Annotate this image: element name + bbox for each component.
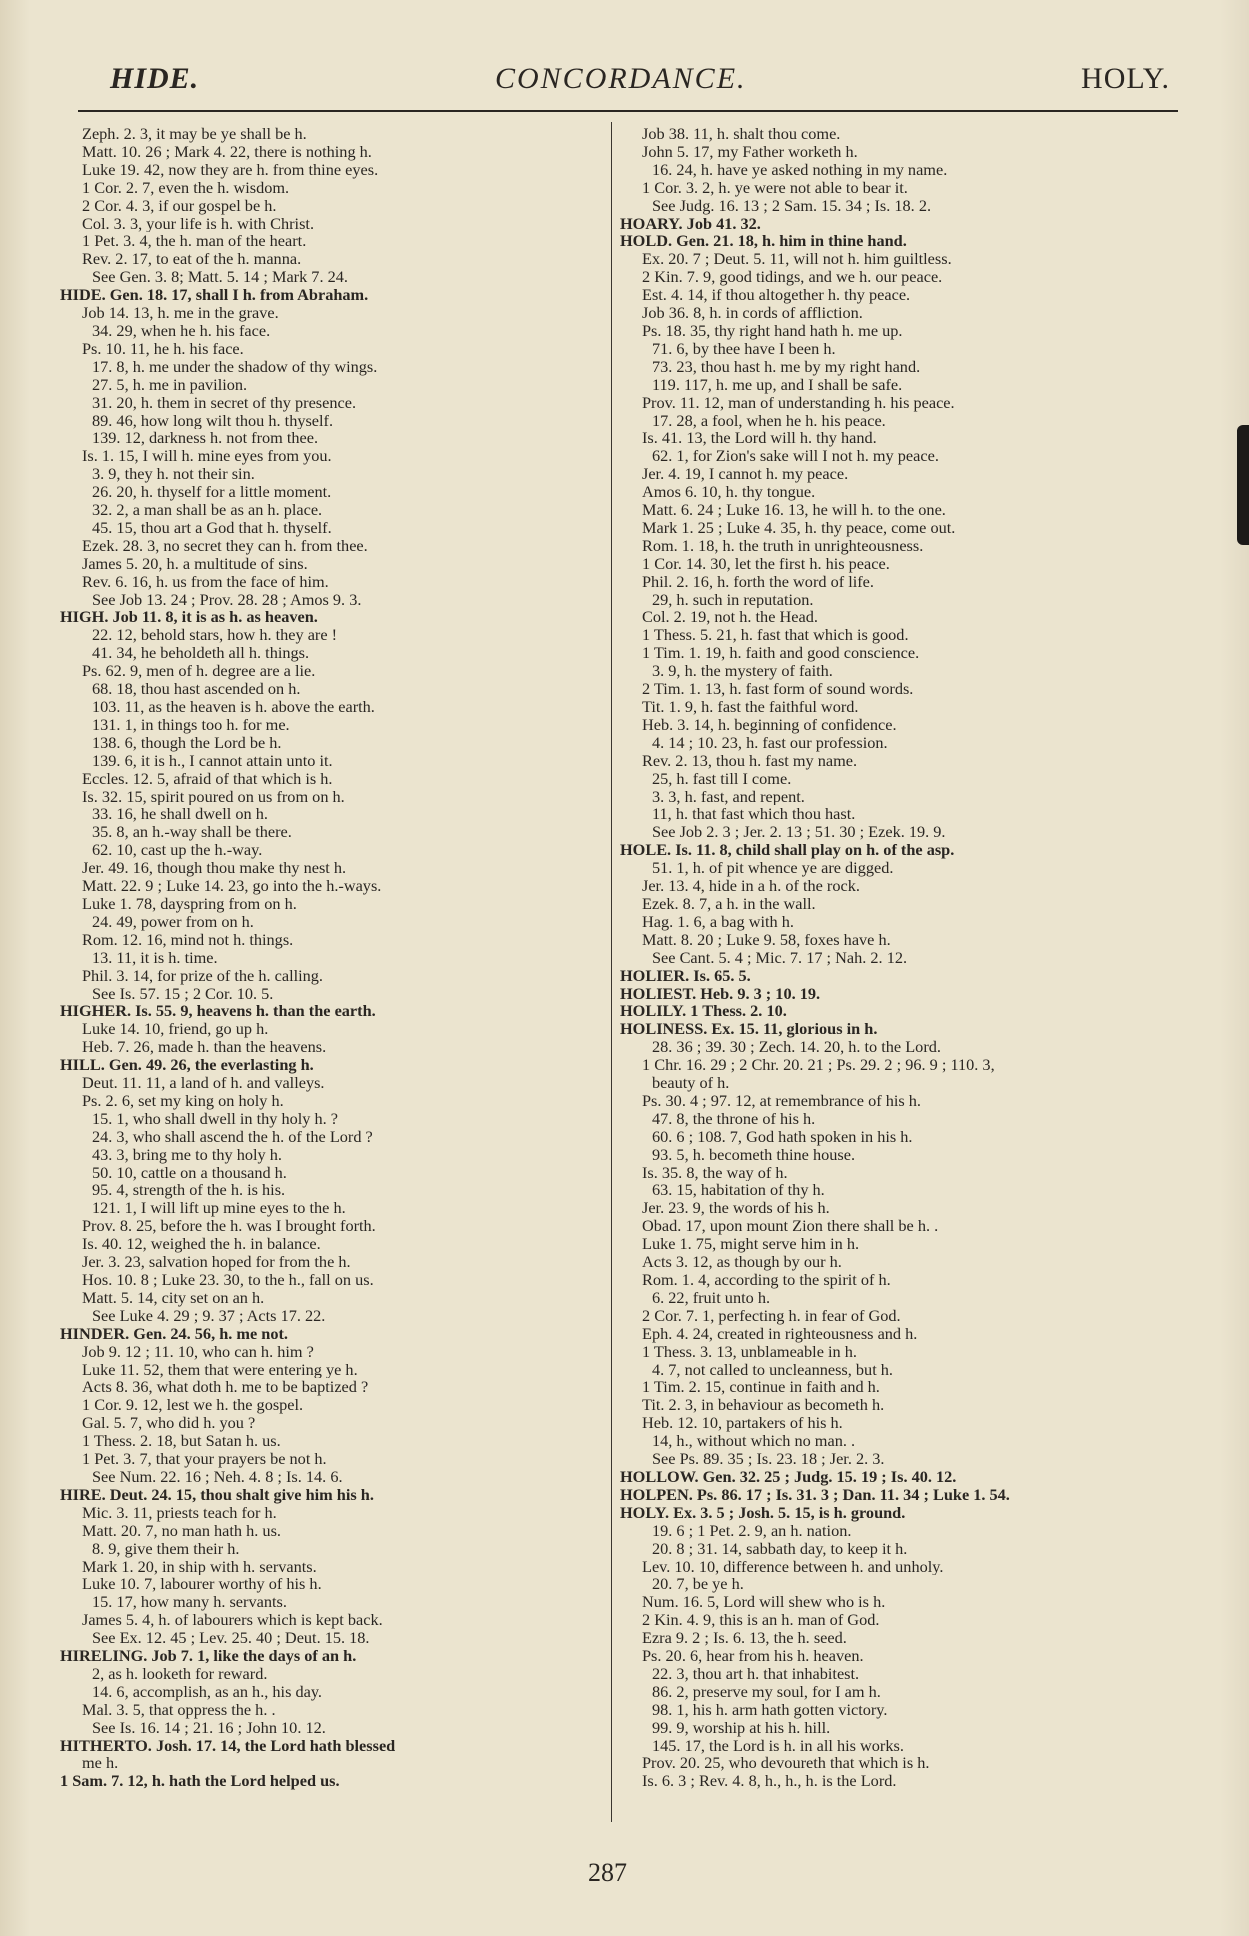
concordance-reference: Mark 1. 25 ; Luke 4. 35, h. thy peace, come out. (642, 518, 956, 537)
concordance-reference: Heb. 7. 26, made h. than the heavens. (82, 1038, 327, 1057)
concordance-entry: HOLILY. 1 Thess. 2. 10. (620, 1002, 787, 1021)
concordance-reference: Prov. 20. 25, who devoureth that which is h. (642, 1754, 930, 1773)
concordance-reference: Luke 1. 75, might serve him in h. (642, 1235, 860, 1254)
concordance-reference: James 5. 4, h. of labourers which is kept back. (82, 1611, 383, 1630)
concordance-reference: Ps. 10. 11, he h. his face. (82, 339, 244, 358)
concordance-reference: Rev. 6. 16, h. us from the face of him. (82, 572, 329, 591)
concordance-reference: Is. 32. 15, spirit poured on us from on h. (82, 787, 345, 806)
concordance-reference: See Job 2. 3 ; Jer. 2. 13 ; 51. 30 ; Ezek. 19. 9. (652, 823, 946, 842)
concordance-reference: 71. 6, by thee have I been h. (652, 339, 836, 358)
concordance-reference: Rom. 1. 18, h. the truth in unrighteousness. (642, 536, 924, 555)
concordance-reference: Job 14. 13, h. me in the grave. (82, 304, 279, 322)
concordance-reference: 28. 36 ; 39. 30 ; Zech. 14. 20, h. to the Lord. (652, 1038, 941, 1057)
concordance-reference: 14. 6, accomplish, as an h., his day. (92, 1682, 323, 1701)
concordance-reference: 93. 5, h. becometh thine house. (652, 1145, 856, 1164)
concordance-reference: Ps. 2. 6, set my king on holy h. (82, 1091, 284, 1110)
header-title: CONCORDANCE. (495, 62, 747, 95)
concordance-reference: 1 Pet. 3. 4, the h. man of the heart. (82, 232, 307, 251)
concordance-reference: 73. 23, thou hast h. me by my right hand. (652, 357, 921, 376)
concordance-reference: 89. 46, how long wilt thou h. thyself. (92, 411, 334, 430)
concordance-entry: HIRELING. Job 7. 1, like the days of an h. (60, 1647, 357, 1665)
concordance-reference: 1 Chr. 16. 29 ; 2 Chr. 20. 21 ; Ps. 29. 2 ; 96. 9 ; 110. 3, (642, 1056, 995, 1075)
concordance-reference: Eph. 4. 24, created in righteousness and h. (642, 1324, 918, 1343)
concordance-reference: Col. 3. 3, your life is h. with Christ. (82, 214, 315, 233)
concordance-reference: Est. 4. 14, if thou altogether h. thy peace. (642, 286, 911, 305)
concordance-reference: 24. 3, who shall ascend the h. of the Lord ? (92, 1127, 373, 1146)
concordance-reference: Matt. 8. 20 ; Luke 9. 58, foxes have h. (642, 930, 891, 949)
concordance-reference: Rev. 2. 17, to eat of the h. manna. (82, 250, 302, 269)
concordance-reference: Num. 16. 5, Lord will shew who is h. (642, 1593, 886, 1612)
page-number: 287 (588, 1858, 627, 1887)
concordance-reference: 2 Cor. 4. 3, if our gospel be h. (82, 196, 277, 215)
concordance-reference: Matt. 22. 9 ; Luke 14. 23, go into the h.-ways. (82, 877, 382, 895)
concordance-entry: 1 Sam. 7. 12, h. hath the Lord helped us. (60, 1772, 340, 1791)
concordance-reference: Ex. 20. 7 ; Deut. 5. 11, will not h. him guiltless. (642, 250, 952, 269)
header-right-guide-word: HOLY. (1081, 62, 1170, 95)
concordance-entry: HIDE. Gen. 18. 17, shall I h. from Abraham. (60, 286, 369, 305)
thumb-index-tab (1237, 425, 1249, 545)
concordance-reference: 22. 3, thou art h. that inhabitest. (652, 1664, 860, 1683)
concordance-reference: 20. 7, be ye h. (652, 1575, 744, 1594)
concordance-reference: Acts 8. 36, what doth h. me to be baptized ? (82, 1378, 369, 1397)
concordance-reference: 3. 9, they h. not their sin. (92, 465, 255, 484)
concordance-reference: 60. 6 ; 108. 7, God hath spoken in his h. (652, 1127, 913, 1146)
concordance-reference: 62. 1, for Zion's sake will I not h. my peace. (652, 447, 939, 466)
concordance-reference: Hos. 10. 8 ; Luke 23. 30, to the h., fall on us. (82, 1271, 374, 1289)
concordance-reference: Is. 35. 8, the way of h. (642, 1163, 788, 1182)
concordance-reference: Luke 11. 52, them that were entering ye h. (82, 1360, 358, 1379)
concordance-entry: HOLINESS. Ex. 15. 11, glorious in h. (620, 1020, 878, 1039)
concordance-reference: Jer. 23. 9, the words of his h. (642, 1199, 830, 1218)
concordance-reference: beauty of h. (652, 1074, 730, 1092)
concordance-reference: 33. 16, he shall dwell on h. (92, 805, 268, 824)
concordance-reference: 121. 1, I will lift up mine eyes to the h. (92, 1199, 346, 1218)
concordance-reference: 20. 8 ; 31. 14, sabbath day, to keep it h. (652, 1539, 908, 1558)
concordance-reference: 1 Cor. 3. 2, h. ye were not able to bear it. (642, 178, 908, 197)
concordance-reference: Luke 1. 78, dayspring from on h. (82, 894, 297, 913)
concordance-reference: 99. 9, worship at his h. hill. (652, 1718, 831, 1737)
concordance-reference: See Luke 4. 29 ; 9. 37 ; Acts 17. 22. (92, 1306, 326, 1325)
concordance-reference: Is. 41. 13, the Lord will h. thy hand. (642, 429, 877, 448)
concordance-reference: See Is. 16. 14 ; 21. 16 ; John 10. 12. (92, 1718, 326, 1737)
concordance-reference: Rom. 1. 4, according to the spirit of h. (642, 1271, 891, 1289)
concordance-reference: Matt. 20. 7, no man hath h. us. (82, 1521, 281, 1540)
concordance-reference: Jer. 3. 23, salvation hoped for from the h. (82, 1253, 351, 1271)
concordance-reference: 2 Kin. 7. 9, good tidings, and we h. our peace. (642, 268, 943, 287)
concordance-reference: 1 Thess. 3. 13, unblameable in h. (642, 1342, 857, 1361)
concordance-reference: Luke 14. 10, friend, go up h. (82, 1020, 269, 1039)
concordance-reference: Job 38. 11, h. shalt thou come. (642, 125, 841, 143)
concordance-reference: Is. 40. 12, weighed the h. in balance. (82, 1235, 321, 1254)
concordance-reference: Ezek. 28. 3, no secret they can h. from thee. (82, 536, 368, 555)
concordance-reference: Tit. 1. 9, h. fast the faithful word. (642, 698, 859, 716)
concordance-reference: Phil. 3. 14, for prize of the h. calling. (82, 966, 323, 985)
header-left-guide-word: HIDE. (110, 62, 200, 95)
concordance-reference: 103. 11, as the heaven is h. above the earth. (92, 698, 375, 716)
concordance-entry: HILL. Gen. 49. 26, the everlasting h. (60, 1056, 314, 1075)
concordance-reference: Rev. 2. 13, thou h. fast my name. (642, 751, 858, 770)
concordance-reference: 17. 28, a fool, when he h. his peace. (652, 411, 886, 430)
concordance-reference: Job 9. 12 ; 11. 10, who can h. him ? (82, 1342, 314, 1361)
concordance-reference: 131. 1, in things too h. for me. (92, 715, 290, 734)
concordance-reference: 119. 117, h. me up, and I shall be safe. (652, 375, 903, 394)
concordance-reference: 1 Tim. 1. 19, h. faith and good conscience. (642, 644, 920, 663)
concordance-entry: HOLPEN. Ps. 86. 17 ; Is. 31. 3 ; Dan. 11. 34 ; Luke 1. 54. (620, 1485, 1010, 1504)
concordance-reference: 1 Pet. 3. 7, that your prayers be not h. (82, 1450, 327, 1468)
concordance-reference: John 5. 17, my Father worketh h. (642, 142, 858, 161)
concordance-reference: Is. 1. 15, I will h. mine eyes from you. (82, 447, 332, 466)
concordance-entry: HITHERTO. Josh. 17. 14, the Lord hath blessed (60, 1736, 396, 1755)
concordance-reference: 45. 15, thou art a God that h. thyself. (92, 518, 332, 537)
concordance-reference: 34. 29, when he h. his face. (92, 321, 271, 340)
concordance-reference: 22. 12, behold stars, how h. they are ! (92, 626, 338, 645)
concordance-reference: See Job 13. 24 ; Prov. 28. 28 ; Amos 9. 3. (92, 590, 362, 609)
concordance-reference: Col. 2. 19, not h. the Head. (642, 608, 818, 627)
concordance-reference: Luke 10. 7, labourer worthy of his h. (82, 1575, 322, 1594)
concordance-reference: Hag. 1. 6, a bag with h. (642, 912, 794, 931)
concordance-reference: 27. 5, h. me in pavilion. (92, 375, 248, 394)
concordance-reference: 31. 20, h. them in secret of thy presence. (92, 393, 357, 412)
concordance-reference: 1 Cor. 14. 30, let the first h. his peace. (642, 554, 890, 573)
header-rule (78, 110, 1178, 112)
concordance-reference: Eccles. 12. 5, afraid of that which is h. (82, 769, 333, 788)
column-divider (611, 122, 612, 1822)
concordance-reference: 51. 1, h. of pit whence ye are digged. (652, 859, 894, 878)
concordance-reference: 1 Thess. 5. 21, h. fast that which is good. (642, 626, 909, 645)
concordance-reference: James 5. 20, h. a multitude of sins. (82, 554, 308, 573)
concordance-reference: Mic. 3. 11, priests teach for h. (82, 1503, 277, 1522)
concordance-entry: HOLLOW. Gen. 32. 25 ; Judg. 15. 19 ; Is. 40. 12. (620, 1467, 957, 1486)
concordance-reference: 15. 17, how many h. servants. (92, 1593, 287, 1612)
concordance-reference: 98. 1, his h. arm hath gotten victory. (652, 1700, 888, 1719)
concordance-reference: 1 Cor. 9. 12, lest we h. the gospel. (82, 1396, 304, 1415)
concordance-reference: 24. 49, power from on h. (92, 912, 254, 931)
right-column (620, 125, 1180, 1790)
concordance-reference: 3. 9, h. the mystery of faith. (652, 662, 833, 681)
concordance-reference: 62. 10, cast up the h.-way. (92, 841, 263, 860)
concordance-reference: 16. 24, h. have ye asked nothing in my name. (652, 160, 948, 179)
concordance-reference: Rom. 12. 16, mind not h. things. (82, 930, 294, 949)
concordance-reference: See Cant. 5. 4 ; Mic. 7. 17 ; Nah. 2. 12. (652, 948, 908, 967)
concordance-reference: Ezra 9. 2 ; Is. 6. 13, the h. seed. (642, 1629, 847, 1648)
concordance-entry: HOLE. Is. 11. 8, child shall play on h. of the asp. (620, 841, 955, 860)
concordance-reference: Mal. 3. 5, that oppress the h. . (82, 1700, 276, 1719)
concordance-reference: 41. 34, he beholdeth all h. things. (92, 644, 310, 663)
concordance-reference: Prov. 8. 25, before the h. was I brought forth. (82, 1217, 376, 1236)
concordance-reference: Ezek. 8. 7, a h. in the wall. (642, 894, 816, 913)
concordance-reference: Amos 6. 10, h. thy tongue. (642, 483, 816, 502)
concordance-reference: 1 Thess. 2. 18, but Satan h. us. (82, 1432, 281, 1451)
concordance-reference: Jer. 13. 4, hide in a h. of the rock. (642, 877, 860, 895)
concordance-reference: 47. 8, the throne of his h. (652, 1109, 816, 1128)
concordance-reference: 3. 3, h. fast, and repent. (652, 787, 805, 806)
left-column (60, 125, 605, 1790)
concordance-reference: 50. 10, cattle on a thousand h. (92, 1163, 287, 1182)
concordance-reference: 1 Tim. 2. 15, continue in faith and h. (642, 1378, 880, 1397)
concordance-reference: 139. 6, it is h., I cannot attain unto it. (92, 751, 333, 770)
concordance-reference: Tit. 2. 3, in behaviour as becometh h. (642, 1396, 885, 1415)
concordance-reference: 2 Kin. 4. 9, this is an h. man of God. (642, 1611, 880, 1630)
concordance-reference: See Is. 57. 15 ; 2 Cor. 10. 5. (92, 984, 274, 1003)
concordance-reference: 29, h. such in reputation. (652, 590, 814, 609)
concordance-reference: Is. 6. 3 ; Rev. 4. 8, h., h., h. is the Lord. (642, 1772, 897, 1791)
concordance-reference: 86. 2, preserve my soul, for I am h. (652, 1682, 881, 1701)
concordance-reference: 43. 3, bring me to thy holy h. (92, 1145, 282, 1164)
concordance-entry: HIGHER. Is. 55. 9, heavens h. than the earth. (60, 1002, 376, 1021)
concordance-reference: Ps. 18. 35, thy right hand hath h. me up. (642, 321, 903, 340)
concordance-reference: See Num. 22. 16 ; Neh. 4. 8 ; Is. 14. 6. (92, 1467, 343, 1486)
concordance-reference: 6. 22, fruit unto h. (652, 1288, 771, 1307)
concordance-reference: Phil. 2. 16, h. forth the word of life. (642, 572, 874, 591)
concordance-reference: Matt. 6. 24 ; Luke 16. 13, he will h. to the one. (642, 501, 946, 519)
concordance-reference: 138. 6, though the Lord be h. (92, 733, 282, 752)
concordance-reference: 139. 12, darkness h. not from thee. (92, 429, 319, 448)
concordance-reference: 26. 20, h. thyself for a little moment. (92, 483, 332, 502)
concordance-reference: Jer. 4. 19, I cannot h. my peace. (642, 465, 849, 484)
concordance-reference: Prov. 11. 12, man of understanding h. his peace. (642, 393, 955, 412)
concordance-reference: 19. 6 ; 1 Pet. 2. 9, an h. nation. (652, 1521, 852, 1540)
concordance-reference: Lev. 10. 10, difference between h. and unholy. (642, 1557, 944, 1576)
concordance-entry: HOARY. Job 41. 32. (620, 214, 761, 233)
concordance-reference: 14, h., without which no man. . (652, 1432, 856, 1451)
concordance-entry: HIRE. Deut. 24. 15, thou shalt give him his h. (60, 1485, 374, 1504)
concordance-reference: Gal. 5. 7, who did h. you ? (82, 1414, 256, 1433)
running-header (110, 62, 1170, 108)
concordance-reference: Jer. 49. 16, though thou make thy nest h. (82, 859, 347, 878)
concordance-reference: Obad. 17, upon mount Zion there shall be h. . (642, 1217, 939, 1236)
concordance-reference: 2 Tim. 1. 13, h. fast form of sound words. (642, 680, 914, 698)
concordance-reference: Ps. 30. 4 ; 97. 12, at remembrance of his h. (642, 1091, 921, 1110)
concordance-reference: See Judg. 16. 13 ; 2 Sam. 15. 34 ; Is. 18. 2. (652, 196, 932, 215)
concordance-reference: 35. 8, an h.-way shall be there. (92, 823, 292, 842)
concordance-reference: Matt. 5. 14, city set on an h. (82, 1288, 265, 1307)
concordance-reference: 63. 15, habitation of thy h. (652, 1181, 825, 1200)
concordance-reference: 2, as h. looketh for reward. (92, 1664, 268, 1683)
concordance-reference: Job 36. 8, h. in cords of affliction. (642, 304, 863, 322)
concordance-entry: HOLY. Ex. 3. 5 ; Josh. 5. 15, is h. ground. (620, 1503, 906, 1522)
concordance-reference: Heb. 3. 14, h. beginning of confidence. (642, 715, 897, 734)
concordance-reference: me h. (82, 1754, 119, 1773)
concordance-reference: Luke 19. 42, now they are h. from thine eyes. (82, 160, 379, 179)
concordance-reference: Heb. 12. 10, partakers of his h. (642, 1414, 843, 1433)
concordance-entry: HOLIER. Is. 65. 5. (620, 966, 751, 985)
concordance-reference: See Ps. 89. 35 ; Is. 23. 18 ; Jer. 2. 3. (652, 1450, 885, 1468)
concordance-reference: Zeph. 2. 3, it may be ye shall be h. (82, 125, 307, 143)
concordance-reference: 25, h. fast till I come. (652, 769, 792, 788)
concordance-reference: 68. 18, thou hast ascended on h. (92, 680, 301, 698)
concordance-reference: Deut. 11. 11, a land of h. and valleys. (82, 1074, 325, 1092)
concordance-reference: 4. 7, not called to uncleanness, but h. (652, 1360, 893, 1379)
concordance-reference: 13. 11, it is h. time. (92, 948, 218, 967)
concordance-reference: 2 Cor. 7. 1, perfecting h. in fear of God. (642, 1306, 901, 1325)
concordance-reference: See Ex. 12. 45 ; Lev. 25. 40 ; Deut. 15. 18. (92, 1629, 370, 1648)
concordance-reference: 17. 8, h. me under the shadow of thy wings. (92, 357, 378, 376)
concordance-reference: Mark 1. 20, in ship with h. servants. (82, 1557, 317, 1576)
concordance-reference: 95. 4, strength of the h. is his. (92, 1181, 286, 1200)
concordance-entry: HIGH. Job 11. 8, it is as h. as heaven. (60, 608, 318, 627)
concordance-reference: 15. 1, who shall dwell in thy holy h. ? (92, 1109, 339, 1128)
concordance-reference: Matt. 10. 26 ; Mark 4. 22, there is nothing h. (82, 142, 372, 161)
concordance-entry: HINDER. Gen. 24. 56, h. me not. (60, 1324, 288, 1343)
concordance-reference: 32. 2, a man shall be as an h. place. (92, 501, 323, 519)
concordance-reference: 11, h. that fast which thou hast. (652, 805, 856, 824)
concordance-reference: Acts 3. 12, as though by our h. (642, 1253, 842, 1271)
concordance-reference: 145. 17, the Lord is h. in all his works. (652, 1736, 904, 1755)
concordance-reference: Ps. 20. 6, hear from his h. heaven. (642, 1647, 864, 1665)
concordance-entry: HOLD. Gen. 21. 18, h. him in thine hand. (620, 232, 907, 251)
concordance-reference: 8. 9, give them their h. (92, 1539, 240, 1558)
concordance-reference: 4. 14 ; 10. 23, h. fast our profession. (652, 733, 888, 752)
concordance-reference: See Gen. 3. 8; Matt. 5. 14 ; Mark 7. 24. (92, 268, 348, 287)
concordance-entry: HOLIEST. Heb. 9. 3 ; 10. 19. (620, 984, 821, 1003)
concordance-reference: 1 Cor. 2. 7, even the h. wisdom. (82, 178, 290, 197)
concordance-reference: Ps. 62. 9, men of h. degree are a lie. (82, 662, 316, 681)
